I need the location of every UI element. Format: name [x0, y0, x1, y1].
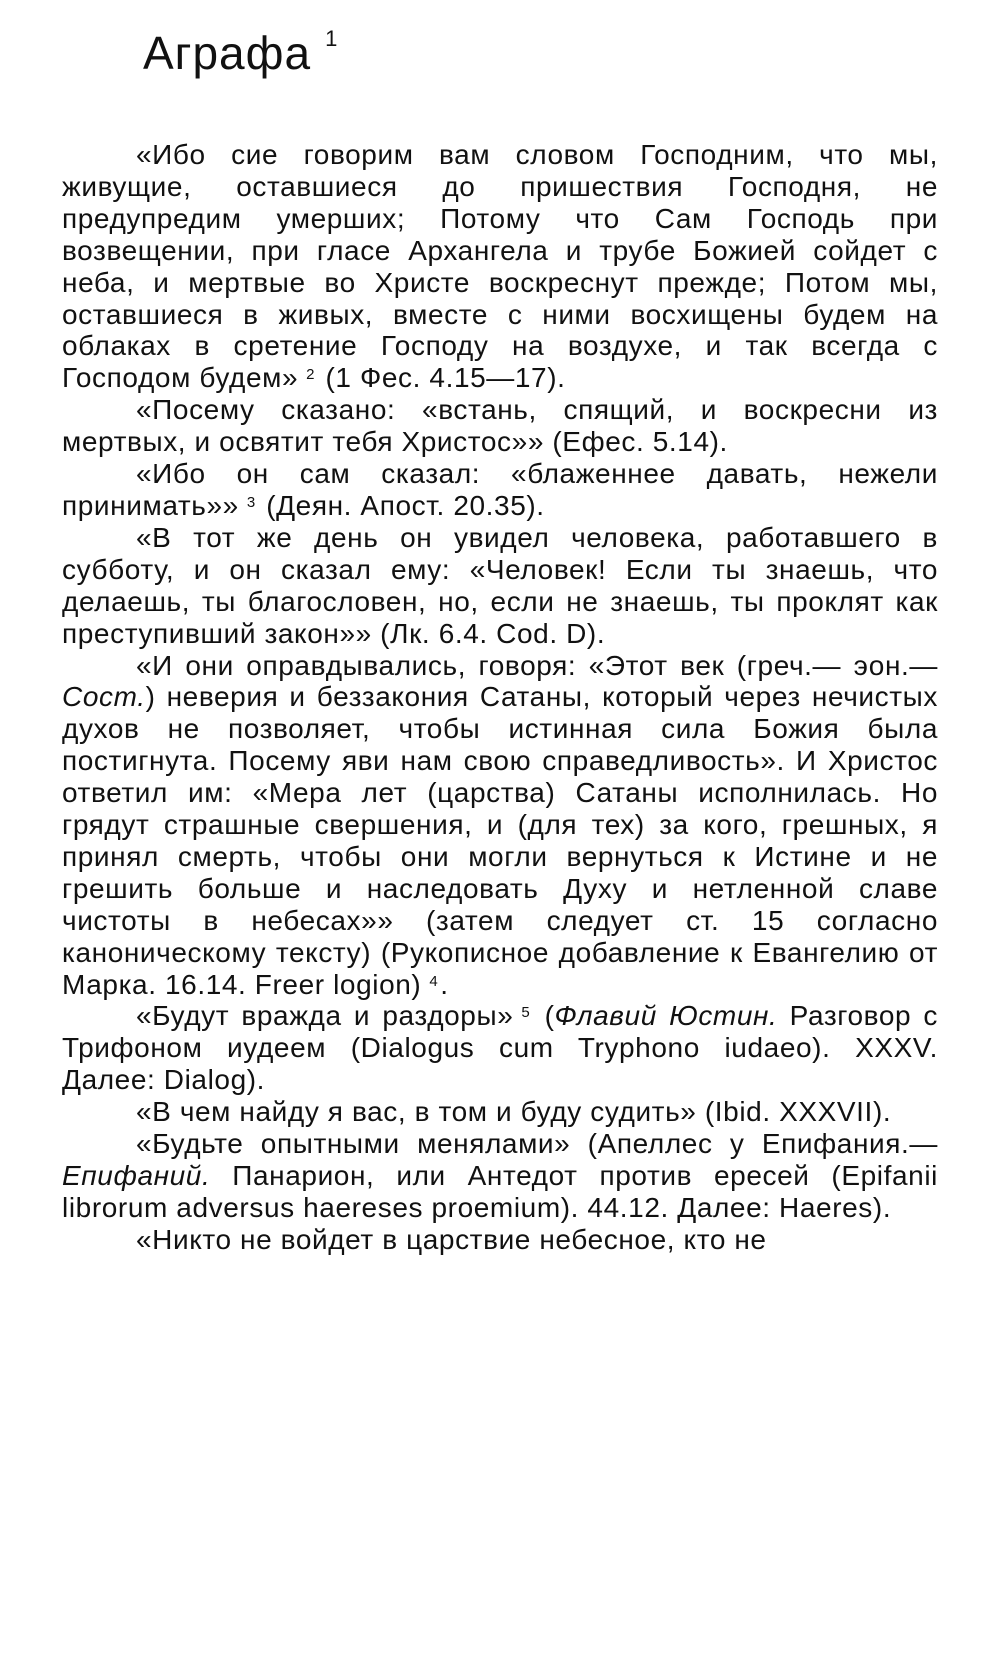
paragraph-epiphanius: [62, 1128, 938, 1224]
author-italic: Флавий Юстин.: [554, 1000, 778, 1032]
page-title: [143, 26, 339, 79]
paragraph-text: «И они оправдывались, говоря: «Этот век (греч.— эон.—: [136, 649, 938, 681]
paragraph-acts: [62, 458, 938, 522]
paragraph-freer-logion: [62, 650, 938, 1001]
editor-note-italic: Сост.: [62, 681, 146, 713]
paragraph-justin: [62, 1000, 938, 1096]
footnote-marker: 2: [306, 366, 316, 384]
paragraph-reference: (1 Фес. 4.15—17).: [325, 362, 566, 394]
footnote-marker: 4: [429, 972, 439, 990]
paragraph-ephesians: [62, 394, 938, 458]
paragraph-text: «Будут вражда и раздоры»: [136, 1000, 514, 1032]
paragraph-kingdom: [62, 1224, 938, 1256]
paragraph-bracket: (: [544, 1000, 555, 1032]
paragraph-text: «Будьте опытными менялами» (Апеллес у Епифания.—: [136, 1128, 938, 1160]
paragraph-reference: (Деян. Апост. 20.35).: [266, 489, 545, 521]
paragraph-luke: [62, 522, 938, 650]
page-title-text: Аграфа: [143, 27, 312, 79]
paragraph-end: .: [440, 968, 449, 1000]
paragraph-thessalonians: [62, 139, 938, 394]
paragraph-text: «Ибо сие говорим вам словом Господним, что мы, живущие, оставшиеся до пришествия Господня, не предупредим умерших; Потому что Сам Господь при возвещении, при гласе Архангела и трубе Божией сойдет с неба, и мертвые во Христе воскреснут прежде; Потом мы, оставшиеся в живых, вместе с ними восхищены будем на облаках в сретение Господу на воздухе, и так всегда с Господом будем»: [62, 139, 938, 394]
paragraph-text: «Никто не войдет в царствие небесное, кто не: [136, 1223, 767, 1255]
footnote-marker: 3: [246, 493, 256, 511]
paragraph-text: «Посему сказано: «встань, спящий, и воскресни из мертвых, и освятит тебя Христос»» (Ефес. 5.14).: [62, 394, 938, 458]
title-footnote-marker: 1: [325, 26, 339, 51]
paragraph-reference: Панарион, или Антедот против ересей (Epifanii librorum adversus haereses proemium). 44.12. Далее: Haeres).: [62, 1160, 938, 1223]
paragraph-ibid: [62, 1096, 938, 1128]
paragraph-text: «Ибо он сам сказал: «блаженнее давать, нежели принимать»»: [62, 458, 938, 521]
paragraph-text: «В чем найду я вас, в том и буду судить» (Ibid. XXXVII).: [136, 1096, 892, 1128]
paragraph-reference: Разговор с Трифоном иудеем (Dialogus cum Tryphono iudaeo). XXXV. Далее: Dialog).: [62, 1000, 938, 1096]
footnote-marker: 5: [521, 1004, 531, 1022]
body-text: [62, 139, 938, 1256]
author-italic: Епифаний.: [62, 1160, 211, 1191]
paragraph-text-continued: ) неверия и беззакония Сатаны, который через нечистых духов не позволяет, чтобы истинная сила Божия была постигнута. Посему яви нам свою справедливость». И Христос ответил им: «Мера лет (царства) Сатаны исполнилась. Но грядут страшные свершения, и (для тех) за кого, грешных, я принял смерть, чтобы они могли вернуться к Истине и не грешить больше и наследовать Духу и нетленной славе чистоты в небесах»» (затем следует ст. 15 согласно каноническому тексту) (Рукописное добавление к Евангелию от Марка. 16.14. Freer logion): [62, 681, 938, 1000]
paragraph-text: «В тот же день он увидел человека, работавшего в субботу, и он сказал ему: «Человек! Если ты знаешь, что делаешь, ты благословен, но, если не знаешь, ты проклят как преступивший закон»» (Лк. 6.4. Cod. D).: [62, 521, 938, 649]
